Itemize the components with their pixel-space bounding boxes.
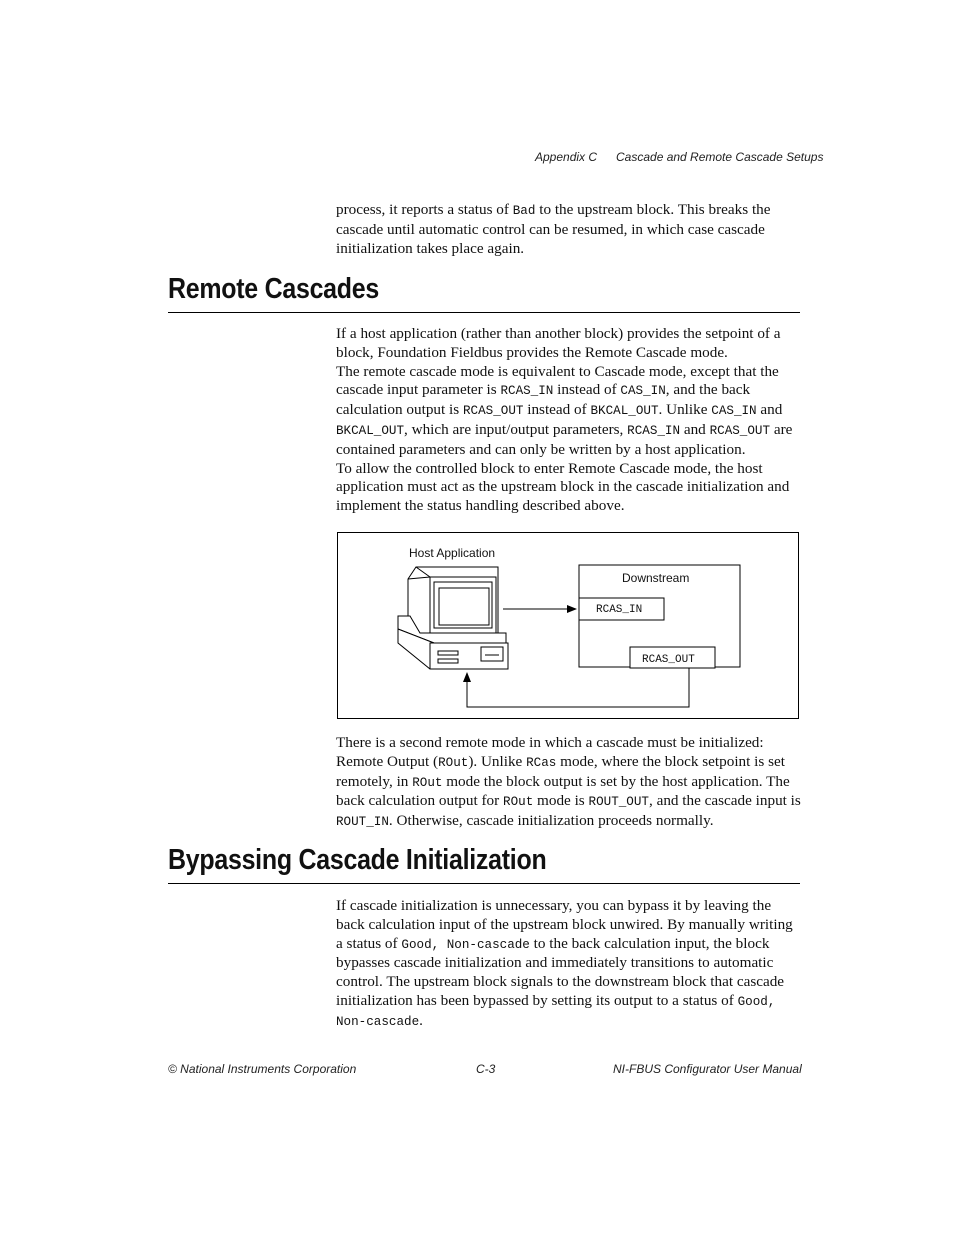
heading-remote-cascades: Remote Cascades <box>168 273 379 305</box>
heading-rule <box>168 312 800 313</box>
computer-icon <box>398 567 508 669</box>
rcas-out-label: RCAS_OUT <box>642 654 695 666</box>
code-bad: Bad <box>512 204 536 218</box>
footer-page-number: C-3 <box>476 1062 496 1076</box>
heading-rule <box>168 883 800 884</box>
footer-copyright: © National Instruments Corporation <box>168 1062 357 1076</box>
heading-bypassing-cascade-initialization: Bypassing Cascade Initialization <box>168 844 547 876</box>
footer-manual-title: NI-FBUS Configurator User Manual <box>613 1062 802 1076</box>
bypassing-paragraph: If cascade initialization is unnecessary, you can bypass it by leaving the back calculation input of the upstream block unwired. By manually writing a status of Good, Non-cascade to the back calculation input, the block bypasses cascade initialization and immediately transitions to automatic control. The upstream block signals to the downstream block that cascade initialization has been bypassed by setting its output to a status of Good, Non-cascade. <box>336 897 793 1029</box>
remote-output-paragraph: There is a second remote mode in which a cascade must be initialized: Remote Output (ROut). Unlike RCas mode, where the block setpoint is set remotely, in ROut mode the block output is set by the host application. The back calculation output for ROut mode is ROUT_OUT, and the cascade input is ROUT_IN. Otherwise, cascade initialization proceeds normally. <box>336 734 801 830</box>
intro-paragraph: process, it reports a status of Bad to the upstream block. This breaks the cascade until automatic control can be resumed, in which case cascade initialization takes place again. <box>336 201 771 257</box>
header-appendix: Appendix C <box>535 150 598 164</box>
rcas-in-label: RCAS_IN <box>596 604 643 616</box>
figure-drawing <box>338 533 800 720</box>
host-application-label: Host Application <box>409 546 496 560</box>
remote-cascade-figure <box>337 532 799 719</box>
header-section-title: Cascade and Remote Cascade Setups <box>616 150 824 164</box>
rcas-out-to-host-arrow <box>467 668 689 707</box>
downstream-label: Downstream <box>622 571 690 585</box>
remote-cascade-paragraph: If a host application (rather than another block) provides the setpoint of a block, Foundation Fieldbus provides the Remote Cascade mode. The remote cascade mode is equivalent to Cascade mode, except that the cascade input parameter is RCAS_IN instead of CAS_IN, and the back calculation output is RCAS_OUT instead of BKCAL_OUT. Unlike CAS_IN and BKCAL_OUT, which are input/output parameters, RCAS_IN and RCAS_OUT are contained parameters and can only be written by a host application. To allow the controlled block to enter Remote Cascade mode, the host application must act as the upstream block in the cascade initialization and implement the status handling described above. <box>336 325 793 515</box>
